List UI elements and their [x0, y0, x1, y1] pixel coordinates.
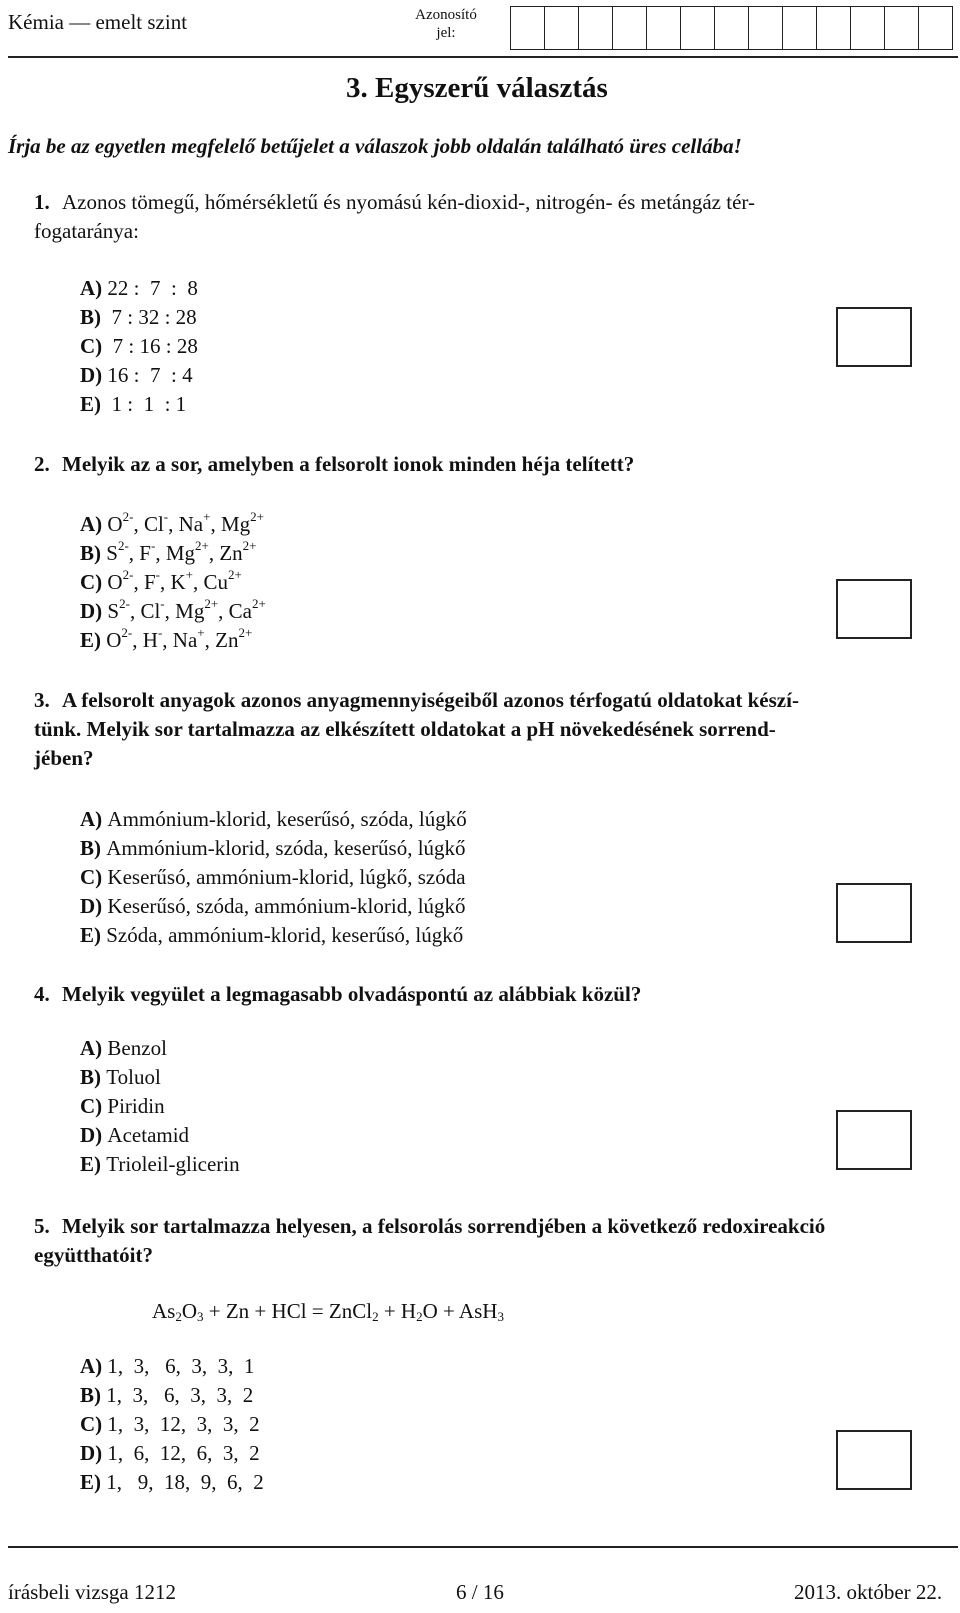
option-row [80, 865, 466, 890]
ion-symbol: Mg [220, 512, 251, 536]
ion-charge: 2- [117, 538, 129, 553]
ion [220, 509, 264, 536]
option-letter: D) [80, 894, 108, 918]
header-subject: Kémia — emelt szint [8, 10, 188, 34]
instruction: Írja be az egyetlen megfelelő betűjelet a válaszok jobb oldalán található üres cellába! [8, 134, 742, 158]
option-row [80, 1354, 254, 1379]
q1-number: 1. [34, 190, 50, 214]
option-ions: $O^{2-}$, H-, Na+, $Zn^{2+}$ [106, 625, 253, 652]
option-text: 22 : 7 : 8 [107, 276, 198, 300]
ion-charge: 2+ [195, 538, 209, 553]
id-cell[interactable] [816, 6, 851, 50]
option-text: 1, 6, 12, 6, 3, 2 [107, 1441, 260, 1465]
ion [228, 596, 266, 623]
option-letter: C) [80, 1412, 108, 1436]
ion-symbol: Cu [203, 570, 228, 594]
option-row [80, 392, 186, 417]
ion-charge: 2+ [252, 596, 266, 611]
ion-symbol: Mg [165, 541, 195, 565]
ion-symbol: Zn [215, 628, 239, 652]
option-row [80, 305, 197, 330]
option-letter: C) [80, 865, 108, 889]
ion [143, 567, 160, 594]
id-cell[interactable] [748, 6, 783, 50]
q5-equation: $As_2O_3 + Zn$ + HCl = ZnCl$_2$ + $H_2O + AsH_3$ [152, 1299, 504, 1324]
q4-number: 4. [34, 982, 50, 1006]
option-text: 1, 3, 12, 3, 3, 2 [107, 1412, 260, 1436]
q3-text-line3: jében? [34, 746, 94, 770]
ion-symbol: Mg [175, 599, 205, 623]
ion-charge: 2+ [242, 538, 257, 553]
option-text: 7 : 32 : 28 [106, 305, 197, 329]
ion-symbol: Zn [219, 541, 243, 565]
ion [107, 596, 130, 623]
option-row [80, 836, 466, 861]
subscript: 3 [197, 1309, 204, 1324]
option-ions: $O^{2-}$, Cl-, Na+, $Mg^{2+}$ [107, 509, 264, 536]
option-row [80, 1441, 260, 1466]
q4-answer-box[interactable] [836, 1110, 912, 1170]
option-letter: C) [80, 1094, 108, 1118]
option-letter: B) [80, 1065, 107, 1089]
option-text: Ammónium-klorid, szóda, keserűsó, lúgkő [106, 836, 466, 860]
q2-answer-box[interactable] [836, 579, 912, 639]
ion [203, 567, 242, 594]
option-row [80, 1152, 240, 1177]
option-letter: A) [80, 1354, 108, 1378]
ion [175, 596, 219, 623]
id-cell[interactable] [646, 6, 681, 50]
subscript: 3 [497, 1309, 504, 1324]
option-letter: A) [80, 512, 108, 536]
ion-symbol: F [139, 541, 151, 565]
ion-charge: 2+ [204, 596, 219, 611]
option-row [80, 1065, 161, 1090]
subscript: 2 [372, 1309, 379, 1324]
ion [140, 596, 165, 623]
ion-symbol: O [107, 570, 123, 594]
q1-text-line2: fogataránya: [34, 219, 139, 243]
ion-symbol: S [106, 541, 118, 565]
q5-number: 5. [34, 1214, 50, 1238]
ion-charge: 2- [122, 509, 134, 524]
ion-symbol: H [142, 628, 158, 652]
ion-charge: + [203, 509, 211, 524]
q3-text-line2: tünk. Melyik sor tartalmazza az elkészített oldatokat a pH növekedésének sorrend- [34, 717, 776, 741]
ion-charge: - [150, 538, 156, 553]
q5-text-line1: Melyik sor tartalmazza helyesen, a felsorolás sorrendjében a következő redoxireakció [62, 1214, 826, 1238]
option-row [80, 1094, 165, 1119]
option-letter: E) [80, 628, 107, 652]
option-letter: D) [80, 1123, 108, 1147]
section-title: 3. Egyszerű választás [346, 72, 608, 104]
option-letter: E) [80, 1152, 107, 1176]
ion-charge: 2+ [228, 567, 242, 582]
q5-answer-box[interactable] [836, 1430, 912, 1490]
ion-symbol: Ca [228, 599, 252, 623]
ion [219, 538, 257, 565]
ion-charge: 2- [122, 567, 134, 582]
ion-charge: 2+ [238, 625, 253, 640]
ion [139, 538, 156, 565]
option-text: Toluol [106, 1065, 161, 1089]
option-letter: A) [80, 276, 108, 300]
ion [106, 625, 133, 652]
ion-symbol: O [106, 628, 122, 652]
ion [143, 509, 169, 536]
option-row [80, 807, 467, 832]
option-letter: C) [80, 334, 108, 358]
option-row [80, 1412, 260, 1437]
ion [172, 625, 205, 652]
id-cell[interactable] [612, 6, 647, 50]
q5-text-line2: együtthatóit? [34, 1243, 153, 1267]
footer-rule [8, 1546, 958, 1548]
option-row [80, 625, 253, 653]
ion-charge: - [157, 625, 163, 640]
footer-left: írásbeli vizsga 1212 [8, 1580, 176, 1604]
option-text: 1 : 1 : 1 [106, 392, 187, 416]
option-text: 7 : 16 : 28 [107, 334, 198, 358]
q2-text: Melyik az a sor, amelyben a felsorolt ionok minden héja telített? [62, 452, 635, 476]
id-cell[interactable] [544, 6, 579, 50]
ion-charge: - [155, 567, 160, 582]
option-text: Benzol [107, 1036, 167, 1060]
option-row [80, 363, 193, 388]
option-row [80, 894, 466, 919]
ion-symbol: S [107, 599, 120, 623]
option-row [80, 596, 266, 624]
q3-text-line1: A felsorolt anyagok azonos anyagmennyiségeiből azonos térfogatú oldatokat készí- [62, 688, 799, 712]
option-letter: B) [80, 541, 107, 565]
ion-symbol: Na [178, 512, 204, 536]
ion-symbol: Cl [140, 599, 161, 623]
id-cell[interactable] [510, 6, 545, 50]
ion-charge: 2+ [250, 509, 264, 524]
option-row [80, 1123, 189, 1148]
option-letter: B) [80, 1383, 107, 1407]
ion-charge: - [160, 596, 165, 611]
option-text: 1, 9, 18, 9, 6, 2 [106, 1470, 264, 1494]
ion [170, 567, 193, 594]
ion [107, 567, 134, 594]
option-letter: D) [80, 1441, 108, 1465]
option-row [80, 1383, 253, 1408]
q3-answer-box[interactable] [836, 883, 912, 943]
option-text: Keserűsó, ammónium-klorid, lúgkő, szóda [107, 865, 466, 889]
id-cell[interactable] [714, 6, 749, 50]
ion-charge: + [185, 567, 193, 582]
option-letter: A) [80, 807, 108, 831]
option-row [80, 509, 264, 537]
footer-date: 2013. október 22. [794, 1580, 943, 1604]
option-text: Szóda, ammónium-klorid, keserűsó, lúgkő [106, 923, 464, 947]
q4-text: Melyik vegyület a legmagasabb olvadáspontú az alábbiak közül? [62, 982, 642, 1006]
option-letter: C) [80, 570, 108, 594]
option-letter: D) [80, 363, 108, 387]
ion-charge: + [197, 625, 205, 640]
option-row [80, 1470, 264, 1495]
option-text: Piridin [107, 1094, 165, 1118]
ion-symbol: Na [172, 628, 198, 652]
option-row [80, 538, 257, 566]
ion-charge: - [163, 509, 169, 524]
option-ions: $O^{2-}$, F-, K+, $Cu^{2+}$ [107, 567, 242, 594]
q1-text-line1: Azonos tömegű, hőmérsékletű és nyomású kén-dioxid-, nitrogén- és metángáz tér- [62, 190, 755, 214]
id-cell[interactable] [578, 6, 613, 50]
option-row [80, 1036, 167, 1061]
option-letter: E) [80, 923, 107, 947]
option-row [80, 567, 242, 595]
ion [107, 509, 134, 536]
subscript: 2 [416, 1309, 423, 1324]
option-row [80, 334, 198, 359]
id-cell[interactable] [782, 6, 817, 50]
option-ions: $S^{2-}$, F-, $Mg^{2+}$, $Zn^{2+}$ [106, 538, 257, 565]
footer-page: 6 / 16 [456, 1580, 504, 1604]
id-cell[interactable] [918, 6, 953, 50]
ion-charge: 2- [121, 625, 133, 640]
option-text: Keserűsó, szóda, ammónium-klorid, lúgkő [107, 894, 466, 918]
id-cell[interactable] [884, 6, 919, 50]
id-cell[interactable] [850, 6, 885, 50]
option-text: Trioleil-glicerin [106, 1152, 240, 1176]
ion-symbol: Cl [143, 512, 164, 536]
option-letter: B) [80, 305, 107, 329]
id-cell[interactable] [680, 6, 715, 50]
ion-symbol: K [170, 570, 186, 594]
option-text: Ammónium-klorid, keserűsó, szóda, lúgkő [107, 807, 467, 831]
subscript: 2 [175, 1309, 182, 1324]
ion [142, 625, 163, 652]
option-ions: $S^{2-}$, Cl-, $Mg^{2+}$, $Ca^{2+}$ [107, 596, 266, 623]
option-letter: A) [80, 1036, 108, 1060]
option-row [80, 923, 463, 948]
ion-charge: 2- [119, 596, 130, 611]
ion [165, 538, 209, 565]
q3-number: 3. [34, 688, 50, 712]
option-letter: E) [80, 1470, 107, 1494]
option-text: Acetamid [107, 1123, 190, 1147]
q2-number: 2. [34, 452, 50, 476]
ion-symbol: F [143, 570, 156, 594]
id-label: Azonosító jel: [415, 7, 477, 41]
option-letter: B) [80, 836, 107, 860]
option-letter: D) [80, 599, 108, 623]
ion [215, 625, 253, 652]
ion [106, 538, 129, 565]
ion [178, 509, 211, 536]
ion-symbol: O [107, 512, 123, 536]
option-letter: E) [80, 392, 107, 416]
option-text: 16 : 7 : 4 [107, 363, 193, 387]
header-rule [8, 56, 958, 58]
option-text: 1, 3, 6, 3, 3, 2 [106, 1383, 254, 1407]
option-text: 1, 3, 6, 3, 3, 1 [107, 1354, 255, 1378]
q1-answer-box[interactable] [836, 307, 912, 367]
option-row [80, 276, 198, 301]
